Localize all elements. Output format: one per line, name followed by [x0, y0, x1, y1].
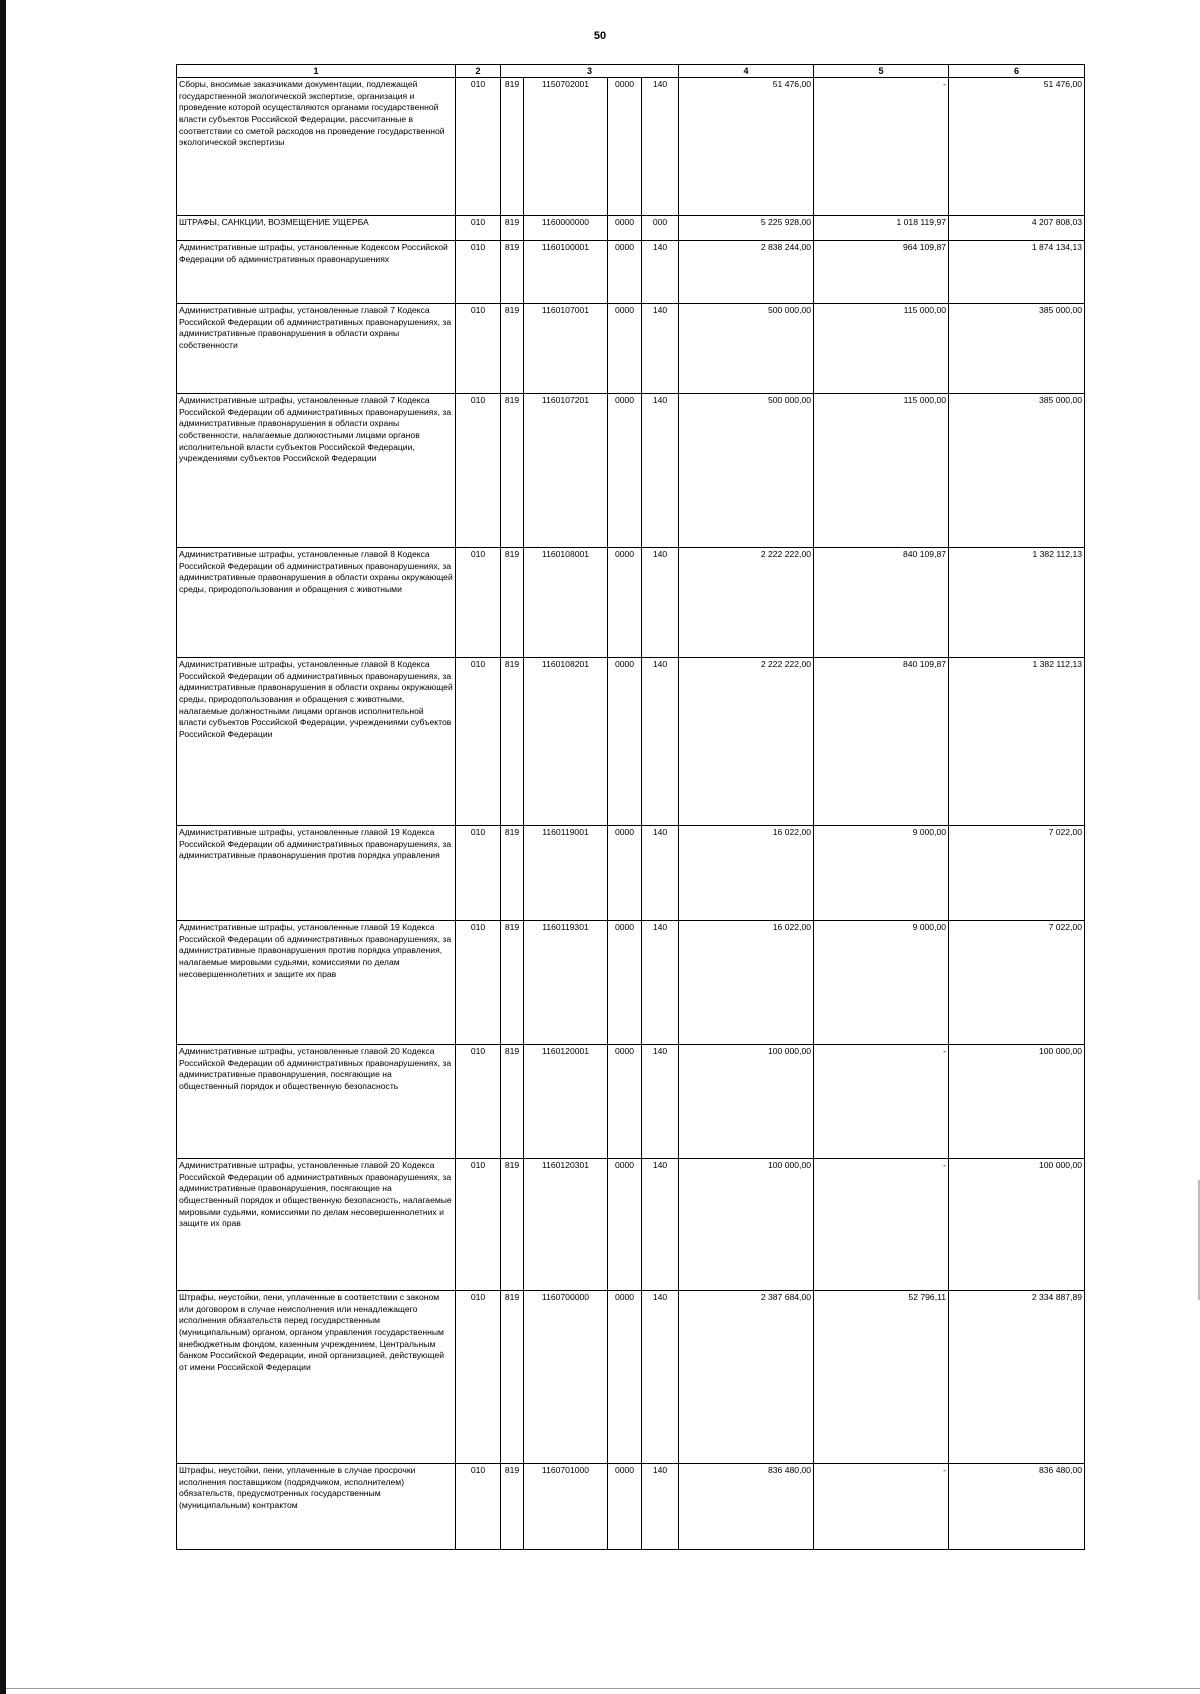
amount-col5: -	[814, 1159, 949, 1291]
chief-admin-code: 819	[501, 1159, 524, 1291]
admin-code: 010	[456, 921, 501, 1045]
chief-admin-code: 819	[501, 216, 524, 241]
amount-col5: 9 000,00	[814, 921, 949, 1045]
row-description: Сборы, вносимые заказчиками документации, подлежащей государственной экологической экспертизе, организация и проведение которой осуществляются органами государственной власти субъектов Российской Федерации, рассчитанные в соответствии со сметой расходов на проведение государственной экологической экспертизы	[177, 78, 456, 216]
chief-admin-code: 819	[501, 921, 524, 1045]
column-header-4: 4	[679, 65, 814, 78]
amount-col5: -	[814, 78, 949, 216]
amount-col4: 100 000,00	[679, 1159, 814, 1291]
amount-col6: 100 000,00	[949, 1159, 1085, 1291]
row-description: Штрафы, неустойки, пени, уплаченные в случае просрочки исполнения поставщиком (подрядчиком, исполнителем) обязательств, предусмотренных государственным (муниципальным) контрактом	[177, 1464, 456, 1550]
amount-col5: 9 000,00	[814, 826, 949, 921]
amount-col4: 2 222 222,00	[679, 658, 814, 826]
amount-col5: -	[814, 1464, 949, 1550]
amount-col6: 7 022,00	[949, 921, 1085, 1045]
revenue-code: 1160000000	[524, 216, 608, 241]
amount-col6: 4 207 808,03	[949, 216, 1085, 241]
economic-code: 140	[642, 1045, 679, 1159]
amount-col5: 115 000,00	[814, 304, 949, 394]
table-row	[177, 241, 1085, 304]
column-header-3: 3	[501, 65, 679, 78]
program-code: 0000	[608, 826, 642, 921]
amount-col4: 836 480,00	[679, 1464, 814, 1550]
chief-admin-code: 819	[501, 241, 524, 304]
program-code: 0000	[608, 241, 642, 304]
revenue-code: 1160119001	[524, 826, 608, 921]
revenue-code: 1160107001	[524, 304, 608, 394]
table-row	[177, 78, 1085, 216]
revenue-code: 1160120001	[524, 1045, 608, 1159]
admin-code: 010	[456, 216, 501, 241]
amount-col6: 385 000,00	[949, 304, 1085, 394]
row-description: Штрафы, неустойки, пени, уплаченные в соответствии с законом или договором в случае неисполнения или ненадлежащего исполнения обязательств перед государственным (муниципальным) органом, органом управления государственным внебюджетным фондом, казенным учреждением, Центральным банком Российской Федерации, иной организацией, действующей от имени Российской Федерации	[177, 1291, 456, 1464]
chief-admin-code: 819	[501, 304, 524, 394]
program-code: 0000	[608, 658, 642, 826]
revenue-code: 1160700000	[524, 1291, 608, 1464]
revenue-code: 1160108201	[524, 658, 608, 826]
amount-col6: 1 382 112,13	[949, 548, 1085, 658]
admin-code: 010	[456, 1045, 501, 1159]
table-row	[177, 304, 1085, 394]
row-description: Административные штрафы, установленные главой 8 Кодекса Российской Федерации об административных правонарушениях, за административные правонарушения в области охраны окружающей среды, природопользования и обращения с животными, налагаемые должностными лицами органов исполнительной власти субъектов Российской Федерации, учреждениями субъектов Российской Федерации	[177, 658, 456, 826]
amount-col6: 385 000,00	[949, 394, 1085, 548]
economic-code: 140	[642, 394, 679, 548]
amount-col4: 5 225 928,00	[679, 216, 814, 241]
chief-admin-code: 819	[501, 658, 524, 826]
program-code: 0000	[608, 921, 642, 1045]
admin-code: 010	[456, 1159, 501, 1291]
admin-code: 010	[456, 658, 501, 826]
header-row	[177, 65, 1085, 78]
revenue-code: 1150702001	[524, 78, 608, 216]
amount-col4: 2 222 222,00	[679, 548, 814, 658]
amount-col5: 840 109,87	[814, 658, 949, 826]
table-row	[177, 921, 1085, 1045]
revenue-code: 1160100001	[524, 241, 608, 304]
column-header-1: 1	[177, 65, 456, 78]
table-row	[177, 216, 1085, 241]
economic-code: 140	[642, 1464, 679, 1550]
economic-code: 140	[642, 1291, 679, 1464]
row-description: Административные штрафы, установленные главой 7 Кодекса Российской Федерации об административных правонарушениях, за административные правонарушения в области охраны собственности	[177, 304, 456, 394]
admin-code: 010	[456, 1291, 501, 1464]
row-description: Административные штрафы, установленные главой 20 Кодекса Российской Федерации об административных правонарушениях, за административные правонарушения, посягающие на общественный порядок и общественную безопасность	[177, 1045, 456, 1159]
row-description: Административные штрафы, установленные главой 8 Кодекса Российской Федерации об административных правонарушениях, за административные правонарушения в области охраны окружающей среды, природопользования и обращения с животными	[177, 548, 456, 658]
amount-col4: 51 476,00	[679, 78, 814, 216]
scan-edge-left	[0, 0, 6, 1694]
column-header-6: 6	[949, 65, 1085, 78]
admin-code: 010	[456, 304, 501, 394]
table-row	[177, 658, 1085, 826]
row-description: Административные штрафы, установленные главой 19 Кодекса Российской Федерации об административных правонарушениях, за административные правонарушения против порядка управления	[177, 826, 456, 921]
program-code: 0000	[608, 394, 642, 548]
revenue-code: 1160107201	[524, 394, 608, 548]
table-row	[177, 394, 1085, 548]
admin-code: 010	[456, 548, 501, 658]
row-description: Административные штрафы, установленные Кодексом Российской Федерации об административных правонарушениях	[177, 241, 456, 304]
economic-code: 140	[642, 658, 679, 826]
chief-admin-code: 819	[501, 78, 524, 216]
page-number: 50	[593, 30, 607, 42]
amount-col4: 500 000,00	[679, 394, 814, 548]
amount-col4: 100 000,00	[679, 1045, 814, 1159]
row-description: ШТРАФЫ, САНКЦИИ, ВОЗМЕЩЕНИЕ УЩЕРБА	[177, 216, 456, 241]
amount-col4: 2 387 684,00	[679, 1291, 814, 1464]
scan-bottom-line	[6, 1688, 1200, 1689]
table-row	[177, 1045, 1085, 1159]
table-row	[177, 548, 1085, 658]
revenue-code: 1160701000	[524, 1464, 608, 1550]
economic-code: 140	[642, 78, 679, 216]
column-header-5: 5	[814, 65, 949, 78]
chief-admin-code: 819	[501, 1045, 524, 1159]
report-table	[176, 64, 1085, 1550]
amount-col6: 51 476,00	[949, 78, 1085, 216]
program-code: 0000	[608, 1464, 642, 1550]
economic-code: 000	[642, 216, 679, 241]
amount-col4: 2 838 244,00	[679, 241, 814, 304]
program-code: 0000	[608, 216, 642, 241]
revenue-code: 1160119301	[524, 921, 608, 1045]
amount-col5: 115 000,00	[814, 394, 949, 548]
admin-code: 010	[456, 1464, 501, 1550]
program-code: 0000	[608, 1159, 642, 1291]
amount-col5: 964 109,87	[814, 241, 949, 304]
economic-code: 140	[642, 1159, 679, 1291]
economic-code: 140	[642, 921, 679, 1045]
revenue-code: 1160120301	[524, 1159, 608, 1291]
program-code: 0000	[608, 1291, 642, 1464]
economic-code: 140	[642, 304, 679, 394]
chief-admin-code: 819	[501, 1291, 524, 1464]
amount-col5: -	[814, 1045, 949, 1159]
table-row	[177, 1291, 1085, 1464]
table-row	[177, 1159, 1085, 1291]
amount-col6: 2 334 887,89	[949, 1291, 1085, 1464]
amount-col4: 500 000,00	[679, 304, 814, 394]
amount-col5: 52 796,11	[814, 1291, 949, 1464]
amount-col4: 16 022,00	[679, 921, 814, 1045]
admin-code: 010	[456, 241, 501, 304]
amount-col5: 1 018 119,97	[814, 216, 949, 241]
table-row	[177, 1464, 1085, 1550]
economic-code: 140	[642, 241, 679, 304]
amount-col6: 7 022,00	[949, 826, 1085, 921]
program-code: 0000	[608, 304, 642, 394]
amount-col6: 1 382 112,13	[949, 658, 1085, 826]
chief-admin-code: 819	[501, 1464, 524, 1550]
amount-col4: 16 022,00	[679, 826, 814, 921]
program-code: 0000	[608, 1045, 642, 1159]
economic-code: 140	[642, 548, 679, 658]
admin-code: 010	[456, 78, 501, 216]
row-description: Административные штрафы, установленные главой 7 Кодекса Российской Федерации об административных правонарушениях, за административные правонарушения в области охраны собственности, налагаемые должностными лицами органов исполнительной власти субъектов Российской Федерации, учреждениями субъектов Российской Федерации	[177, 394, 456, 548]
amount-col6: 836 480,00	[949, 1464, 1085, 1550]
amount-col6: 1 874 134,13	[949, 241, 1085, 304]
row-description: Административные штрафы, установленные главой 19 Кодекса Российской Федерации об административных правонарушениях, за административные правонарушения против порядка управления, налагаемые мировыми судьями, комиссиями по делам несовершеннолетних и защите их прав	[177, 921, 456, 1045]
chief-admin-code: 819	[501, 826, 524, 921]
program-code: 0000	[608, 548, 642, 658]
chief-admin-code: 819	[501, 394, 524, 548]
program-code: 0000	[608, 78, 642, 216]
table-row	[177, 826, 1085, 921]
chief-admin-code: 819	[501, 548, 524, 658]
economic-code: 140	[642, 826, 679, 921]
amount-col6: 100 000,00	[949, 1045, 1085, 1159]
row-description: Административные штрафы, установленные главой 20 Кодекса Российской Федерации об административных правонарушениях, за административные правонарушения, посягающие на общественный порядок и общественную безопасность, налагаемые мировыми судьями, комиссиями по делам несовершеннолетних и защите их прав	[177, 1159, 456, 1291]
column-header-2: 2	[456, 65, 501, 78]
admin-code: 010	[456, 394, 501, 548]
revenue-code: 1160108001	[524, 548, 608, 658]
admin-code: 010	[456, 826, 501, 921]
amount-col5: 840 109,87	[814, 548, 949, 658]
